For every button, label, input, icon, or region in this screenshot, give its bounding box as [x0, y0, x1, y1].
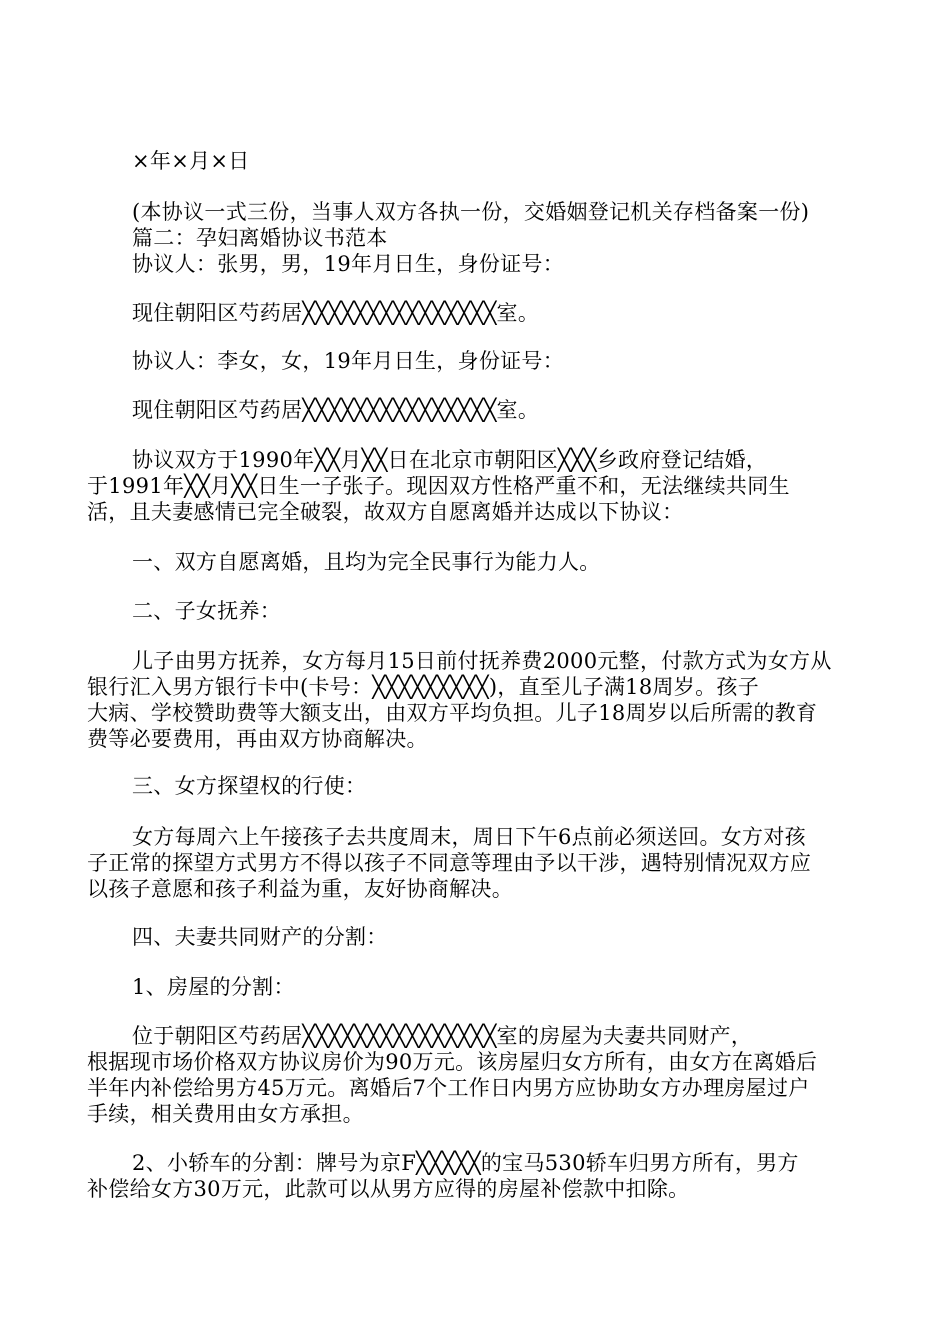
paragraph-line: 子正常的探望方式男方不得以孩子不同意等理由予以干涉，遇特别情况双方应: [87, 851, 812, 875]
clause-three-heading: 三、女方探望权的行使：: [132, 774, 367, 798]
paragraph-line: 补偿给女方30万元，此款可以从男方应得的房屋补偿款中扣除。: [87, 1177, 690, 1201]
paragraph-line: 协议双方于1990年╳╳月╳╳日在北京市朝阳区╳╳╳乡政府登记结婚，: [132, 448, 768, 472]
paragraph-line: 2、小轿车的分割：牌号为京F╳╳╳╳╳的宝马530轿车归男方所有，男方: [132, 1151, 799, 1175]
paragraph-line: 大病、学校赞助费等大额支出，由双方平均负担。儿子18周岁以后所需的教育: [87, 701, 818, 725]
copies-note: (本协议一式三份，当事人双方各执一份，交婚姻登记机关存档备案一份): [132, 200, 810, 224]
clause-four-heading: 四、夫妻共同财产的分割：: [132, 925, 388, 949]
party-b-address: 现住朝阳区芍药居╳╳╳╳╳╳╳╳╳╳╳╳╳╳╳室。: [132, 398, 540, 422]
paragraph-line: 银行汇入男方银行卡中(卡号：╳╳╳╳╳╳╳╳╳)，直至儿子满18周岁。孩子: [87, 675, 759, 699]
party-a-address: 现住朝阳区芍药居╳╳╳╳╳╳╳╳╳╳╳╳╳╳╳室。: [132, 301, 540, 325]
paragraph-line: 女方每周六上午接孩子去共度周末，周日下午6点前必须送回。女方对孩: [132, 825, 806, 849]
paragraph-line: 儿子由男方抚养，女方每月15日前付抚养费2000元整，付款方式为女方从: [132, 649, 832, 673]
party-a-line: 协议人：张男，男，19年月日生，身份证号：: [132, 252, 565, 276]
date-line: ×年×月×日: [132, 149, 250, 173]
paragraph-line: 以孩子意愿和孩子利益为重，友好协商解决。: [87, 877, 513, 901]
paragraph-line: 半年内补偿给男方45万元。离婚后7个工作日内男方应协助女方办理房屋过户: [87, 1076, 810, 1100]
paragraph-line: 费等必要费用，再由双方协商解决。: [87, 727, 428, 751]
section-title: 篇二：孕妇离婚协议书范本: [132, 226, 388, 250]
clause-two-heading: 二、子女抚养：: [132, 599, 282, 623]
party-b-line: 协议人：李女，女，19年月日生，身份证号：: [132, 349, 565, 373]
clause-one: 一、双方自愿离婚，且均为完全民事行为能力人。: [132, 550, 601, 574]
subclause-heading: 1、房屋的分割：: [132, 975, 295, 999]
paragraph-line: 活，且夫妻感情已完全破裂，故双方自愿离婚并达成以下协议：: [87, 500, 684, 524]
paragraph-line: 手续，相关费用由女方承担。: [87, 1102, 364, 1126]
paragraph-line: 位于朝阳区芍药居╳╳╳╳╳╳╳╳╳╳╳╳╳╳╳室的房屋为夫妻共同财产，: [132, 1024, 753, 1048]
paragraph-line: 根据现市场价格双方协议房价为90万元。该房屋归女方所有，由女方在离婚后: [87, 1050, 818, 1074]
paragraph-line: 于1991年╳╳月╳╳日生一子张子。现因双方性格严重不和，无法继续共同生: [87, 474, 790, 498]
